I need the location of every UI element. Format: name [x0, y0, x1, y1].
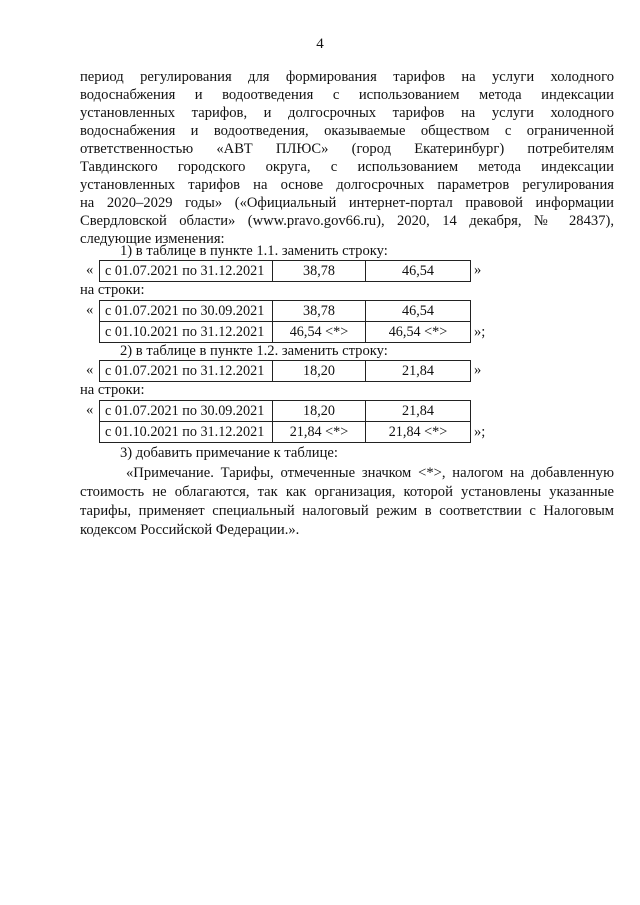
value-cell: 46,54 <*> — [273, 322, 366, 343]
value-cell: 46,54 <*> — [366, 322, 471, 343]
intro-line: период регулирования для формирования тарифов на услуги холодного — [80, 69, 614, 85]
value-cell: 46,54 — [366, 261, 471, 282]
item-1-text: 1) в таблице в пункте 1.1. заменить строку: — [120, 243, 388, 259]
period-cell: с 01.07.2021 по 30.09.2021 — [100, 401, 273, 422]
quote-open: « — [86, 402, 94, 418]
table-1-new-rows — [99, 300, 471, 343]
table-1-old-row — [99, 260, 471, 282]
value-cell: 18,20 — [273, 401, 366, 422]
page-number: 4 — [316, 36, 324, 52]
value-cell: 38,78 — [273, 301, 366, 322]
table-row — [100, 261, 471, 282]
intro-line: Тавдинского городского округа, с использованием метода индексации — [80, 159, 614, 175]
quote-close: »; — [474, 324, 486, 340]
on-rows-label: на строки: — [80, 382, 145, 398]
table-row — [100, 322, 471, 343]
note-line: «Примечание. Тарифы, отмеченные значком <*>, налогом на добавленную — [126, 465, 614, 481]
value-cell: 21,84 — [366, 361, 471, 382]
table-row — [100, 422, 471, 443]
intro-line: Свердловской области» (www.pravo.gov66.ru), 2020, 14 декабря, № 28437), — [80, 213, 614, 229]
note-line: тарифы, применяет специальный налоговый режим в соответствии с Налоговым — [80, 503, 614, 519]
note-line: стоимость не облагаются, так как организация, которой установлены указанные — [80, 484, 614, 500]
note-line: кодексом Российской Федерации.». — [80, 522, 300, 538]
value-cell: 46,54 — [366, 301, 471, 322]
intro-line: водоснабжения и водоотведения с использованием метода индексации — [80, 87, 614, 103]
value-cell: 21,84 — [366, 401, 471, 422]
intro-line: установленных тарифов, и долгосрочных тарифов на услуги холодного — [80, 105, 614, 121]
item-2-text: 2) в таблице в пункте 1.2. заменить строку: — [120, 343, 388, 359]
table-2-new-rows — [99, 400, 471, 443]
value-cell: 38,78 — [273, 261, 366, 282]
period-cell: с 01.10.2021 по 31.12.2021 — [100, 322, 273, 343]
value-cell: 21,84 <*> — [273, 422, 366, 443]
intro-line: следующие изменения: — [80, 231, 225, 247]
table-row — [100, 361, 471, 382]
intro-line: установленных тарифов на основе долгосрочных параметров регулирования — [80, 177, 614, 193]
value-cell: 18,20 — [273, 361, 366, 382]
quote-open: « — [86, 362, 94, 378]
table-row — [100, 401, 471, 422]
period-cell: с 01.07.2021 по 31.12.2021 — [100, 261, 273, 282]
quote-close: »; — [474, 424, 486, 440]
quote-open: « — [86, 302, 94, 318]
quote-close: » — [474, 362, 482, 378]
quote-close: » — [474, 262, 482, 278]
note-paragraph — [80, 464, 614, 540]
intro-paragraph — [80, 68, 614, 248]
intro-line: водоснабжения и водоотведения, оказываемые обществом с ограниченной — [80, 123, 614, 139]
value-cell: 21,84 <*> — [366, 422, 471, 443]
table-2-old-row — [99, 360, 471, 382]
table-row — [100, 301, 471, 322]
item-3-text: 3) добавить примечание к таблице: — [120, 445, 338, 461]
on-rows-label: на строки: — [80, 282, 145, 298]
intro-line: ответственностью «АВТ ПЛЮС» (город Екатеринбург) потребителям — [80, 141, 614, 157]
period-cell: с 01.07.2021 по 31.12.2021 — [100, 361, 273, 382]
period-cell: с 01.07.2021 по 30.09.2021 — [100, 301, 273, 322]
intro-line: на 2020–2029 годы» («Официальный интернет-портал правовой информации — [80, 195, 614, 211]
period-cell: с 01.10.2021 по 31.12.2021 — [100, 422, 273, 443]
quote-open: « — [86, 262, 94, 278]
